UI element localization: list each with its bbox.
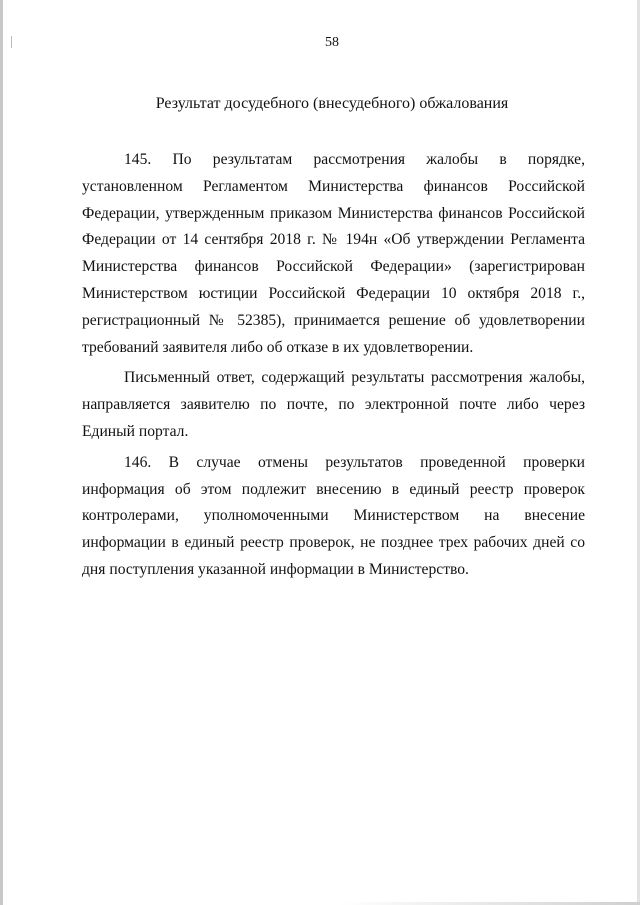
section-title: Результат досудебного (внесудебного) обжалования (155, 95, 509, 112)
page-number: 58 (325, 35, 339, 50)
paragraph-written-response: Письменный ответ, содержащий результаты рассмотрения жалобы, направляется заявителю по почте, по электронной почте либо через Единый портал. (82, 369, 585, 440)
paragraph-146: 146. В случае отмены результатов проведенной проверки информация об этом подлежит внесению в единый реестр проверок контролерами, уполномоченными Министерством на внесение информации в единый реестр проверок, не позднее трех рабочих дней со дня поступления указанной информации в Министерство. (82, 453, 585, 578)
scan-left-edge (0, 0, 3, 905)
document-body (82, 147, 585, 584)
paragraph-145: 145. По результатам рассмотрения жалобы в порядке, установленном Регламентом Министерства финансов Российской Федерации, утвержденным приказом Министерства финансов Российской Федерации от 14 сентября 2018 г. № 194н «Об утверждении Регламента Министерства финансов Российской Федерации» (зарегистрирован Министерством юстиции Российской Федерации 10 октября 2018 г., регистрационный № 52385), принимается решение об удовлетворении требований заявителя либо об отказе в их удовлетворении. (82, 151, 585, 356)
